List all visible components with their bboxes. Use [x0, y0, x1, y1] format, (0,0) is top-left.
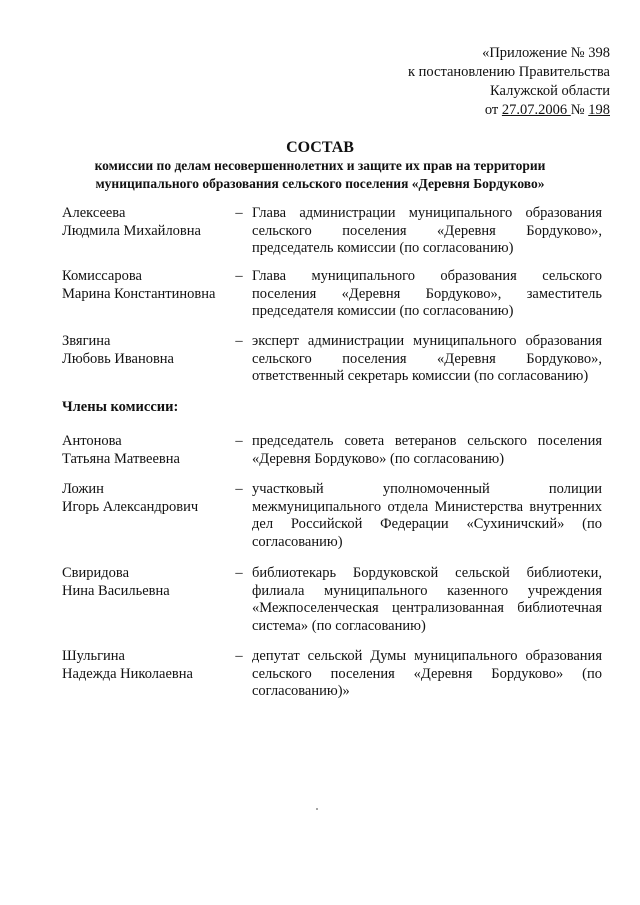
surname: Ложин	[62, 481, 104, 497]
person-name	[62, 333, 227, 368]
surname: Комиссарова	[62, 268, 142, 284]
role-description: председатель совета ветеранов сельского поселения «Деревня Бордуково» (по согласованию)	[252, 433, 602, 467]
role-description: Глава муниципального образования сельского поселения «Деревня Бордуково», заместитель председателя комиссии (по согласованию)	[252, 268, 602, 319]
page-subtitle	[0, 157, 640, 193]
appendix-number: 198	[588, 102, 610, 118]
dash: –	[235, 268, 243, 284]
appendix-date-line	[408, 101, 610, 120]
role-description: Глава администрации муниципального образования сельского поселения «Деревня Бордуково», председатель комиссии (по согласованию)	[252, 205, 602, 256]
given-name: Татьяна Матвеевна	[62, 450, 180, 467]
person-name	[62, 205, 227, 240]
appendix-line2: к постановлению Правительства	[408, 64, 610, 80]
dash: –	[235, 565, 243, 581]
surname: Антонова	[62, 433, 122, 449]
dash: –	[235, 648, 243, 664]
dash: –	[235, 333, 243, 349]
appendix-line1: «Приложение № 398	[482, 45, 610, 61]
subtitle-line2: муниципального образования сельского поселения «Деревня Бордуково»	[95, 176, 545, 191]
role-description: библиотекарь Бордуковской сельской библиотеки, филиала муниципального казенного учреждения «Межпоселенческая централизованная библиотечная система» (по согласованию)	[252, 565, 602, 634]
dash: –	[235, 433, 243, 449]
scan-speck	[316, 808, 318, 810]
date-prefix: от	[484, 102, 502, 118]
appendix-line3: Калужской области	[490, 83, 610, 99]
surname: Свиридова	[62, 565, 130, 581]
given-name: Любовь Ивановна	[62, 350, 174, 367]
role-description: участковый уполномоченный полиции межмуниципального отдела Министерства внутренних дел Российской Федерации «Сухиничский» (по согласованию)	[252, 481, 602, 550]
person-name	[62, 481, 227, 516]
given-name: Людмила Михайловна	[62, 222, 201, 239]
dash: –	[235, 205, 243, 221]
dash: –	[235, 481, 243, 497]
role-description: эксперт администрации муниципального образования сельского поселения «Деревня Бордуково», ответственный секретарь комиссии (по согласованию)	[252, 333, 602, 384]
appendix-date: 27.07.2006	[501, 102, 571, 118]
person-name	[62, 268, 227, 303]
role-description: депутат сельской Думы муниципального образования сельского поселения «Деревня Бордуково» (по согласованию)»	[252, 648, 602, 699]
given-name: Игорь Александрович	[62, 498, 199, 515]
surname: Звягина	[62, 333, 111, 349]
person-name	[62, 565, 227, 600]
person-name	[62, 648, 227, 683]
subtitle-line1: комиссии по делам несовершеннолетних и защите их прав на территории	[94, 158, 546, 173]
number-prefix: №	[570, 102, 589, 118]
page-title: СОСТАВ	[286, 139, 354, 156]
person-name	[62, 433, 227, 468]
given-name: Марина Константиновна	[62, 285, 216, 302]
members-heading: Члены комиссии:	[62, 399, 179, 415]
surname: Алексеева	[62, 205, 126, 221]
surname: Шульгина	[62, 648, 125, 664]
given-name: Нина Васильевна	[62, 582, 170, 599]
appendix-header	[408, 44, 610, 120]
given-name: Надежда Николаевна	[62, 665, 193, 682]
